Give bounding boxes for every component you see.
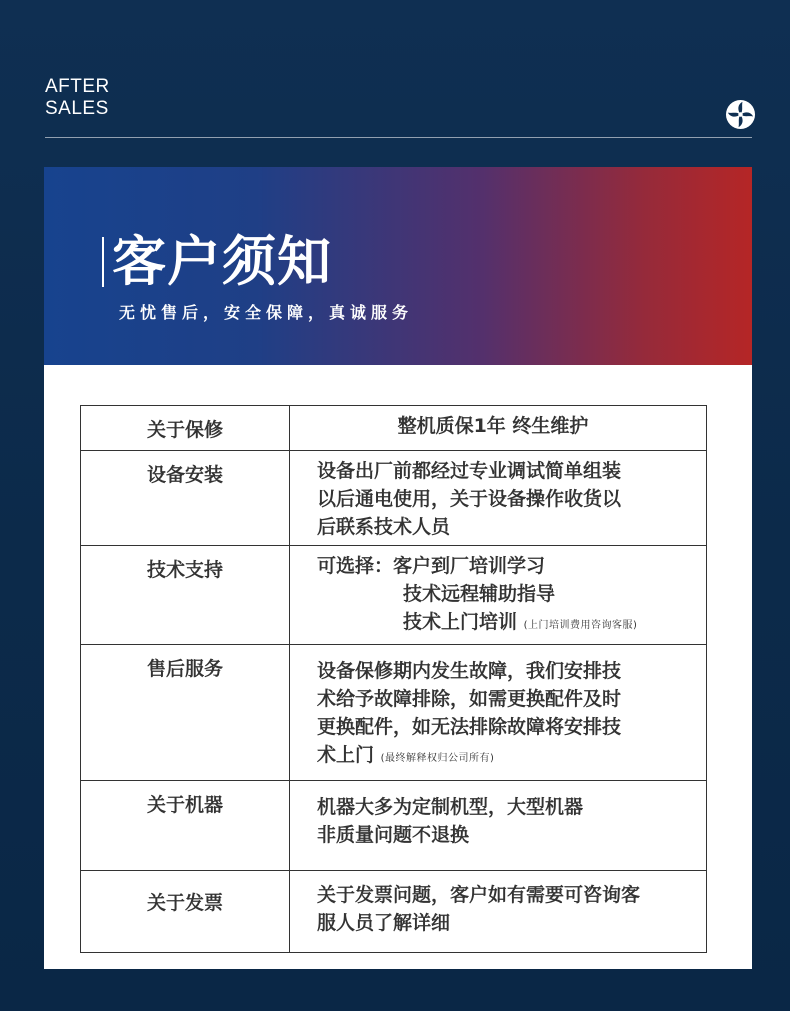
row-value-line: 关于发票问题，客户如有需要可咨询客 xyxy=(317,884,641,906)
row-value-line: 服人员了解详细 xyxy=(317,912,451,934)
row-value-line-with-note xyxy=(317,741,696,773)
after-sales-label xyxy=(45,76,110,120)
row-value-line: 可选择：客户到厂培训学习 xyxy=(317,555,546,577)
row-note: (上门培训费用咨询客服) xyxy=(523,620,638,631)
table-row xyxy=(81,781,707,871)
row-value-line: 术给予故障排除，如需更换配件及时 xyxy=(317,688,622,710)
banner-title: 客户须知 xyxy=(112,230,332,293)
after-sales-label-line2: SALES xyxy=(45,98,109,119)
row-value-line: 技术上门培训 xyxy=(403,611,518,633)
header-divider xyxy=(45,137,752,138)
row-key: 关于发票 xyxy=(81,871,290,953)
row-value-line: 机器大多为定制机型，大型机器 xyxy=(317,796,584,818)
info-table xyxy=(80,405,707,953)
row-value xyxy=(290,546,707,645)
row-value-line: 更换配件，如无法排除故障将安排技 xyxy=(317,716,622,738)
row-value-line: 整机质保1年 终生维护 xyxy=(397,415,589,437)
row-key: 关于机器 xyxy=(81,781,290,871)
title-accent-bar xyxy=(102,237,104,287)
row-value-line: 非质量问题不退换 xyxy=(317,824,470,846)
row-value xyxy=(290,645,707,781)
row-value xyxy=(290,406,707,451)
row-value-line: 术上门 xyxy=(317,744,375,766)
banner-subtitle: 无忧售后，安全保障，真诚服务 xyxy=(119,303,414,322)
row-value-line: 设备保修期内发生故障，我们安排技 xyxy=(317,660,622,682)
row-value xyxy=(290,451,707,546)
row-value-line: 设备出厂前都经过专业调试简单组装 xyxy=(317,460,622,482)
table-row xyxy=(81,546,707,645)
notice-card xyxy=(44,167,752,969)
row-value-line: 以后通电使用，关于设备操作收货以 xyxy=(317,488,622,510)
row-value xyxy=(290,781,707,871)
after-sales-label-line1: AFTER xyxy=(45,76,110,97)
row-value-line: 技术远程辅助指导 xyxy=(403,583,556,605)
row-key: 关于保修 xyxy=(81,406,290,451)
row-key: 售后服务 xyxy=(81,645,290,781)
row-key: 技术支持 xyxy=(81,546,290,645)
fan-icon xyxy=(725,99,756,130)
row-value xyxy=(290,871,707,953)
table-row xyxy=(81,645,707,781)
row-note: (最终解释权归公司所有) xyxy=(380,753,495,764)
row-value-line-with-note xyxy=(317,608,696,640)
table-row xyxy=(81,871,707,953)
table-row xyxy=(81,451,707,546)
row-value-line: 后联系技术人员 xyxy=(317,516,451,538)
row-key: 设备安装 xyxy=(81,451,290,546)
banner xyxy=(44,167,752,365)
table-row xyxy=(81,406,707,451)
